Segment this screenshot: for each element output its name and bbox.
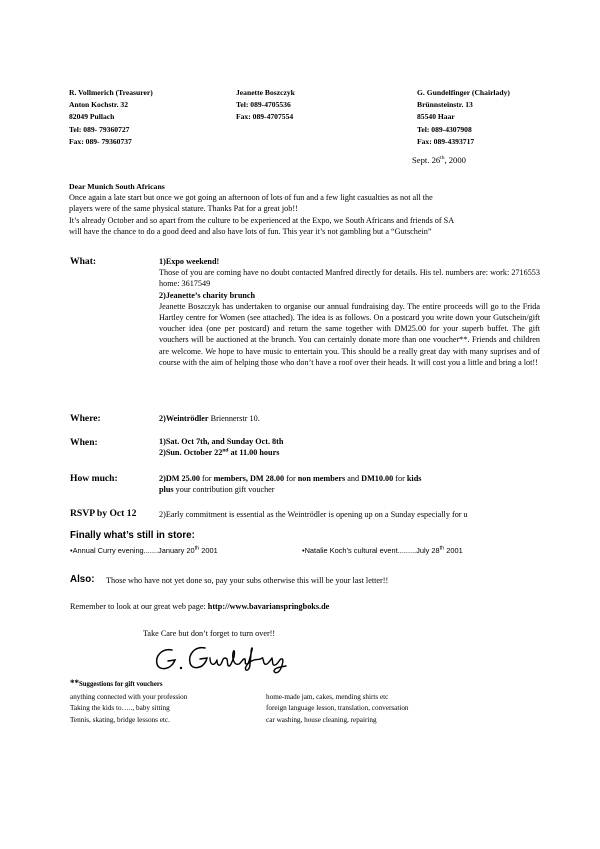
list-item: foreign language lesson, translation, conversation — [266, 704, 409, 713]
header-line: 82049 Pullach — [69, 112, 115, 122]
when-label: When: — [70, 437, 98, 448]
web-line: Remember to look at our great web page: http://www.bavarianspringboks.de — [70, 602, 330, 611]
when-value: 1)Sat. Oct 7th, and Sunday Oct. 8th 2)Sun. October 22nd at 11.00 hours — [159, 437, 284, 458]
also-text: Those who have not yet done so, pay your subs otherwise this will be your last letter!! — [106, 576, 389, 585]
list-item: Taking the kids to….., baby sitting — [70, 704, 170, 713]
store-heading: Finally what’s still in store: — [70, 530, 195, 541]
header-line: Brünnsteinstr. 13 — [417, 100, 473, 110]
header-line: Anton Kochstr. 32 — [69, 100, 128, 110]
where-label: Where: — [70, 413, 101, 424]
header-line: 85540 Haar — [417, 112, 455, 122]
where-value: 2)Weintrödler Briennerstr 10. — [159, 414, 260, 423]
what-label: What: — [70, 256, 97, 267]
store-item-cultural: •Natalie Koch’s cultural event.........July 28th 2001 — [302, 545, 463, 555]
brunch-title: 2)Jeanette’s charity brunch — [159, 290, 256, 300]
jeanette-contact-block — [236, 87, 295, 124]
header-line: Fax: 089-4393717 — [417, 136, 475, 146]
suggestions-right-list — [266, 692, 409, 726]
closing-line: Take Care but don’t forget to turn over!! — [143, 629, 276, 638]
how-much-value: 2)DM 25.00 for members, DM 28.00 for non members and DM10.00 for kids plus your contribution gift voucher — [159, 474, 422, 495]
header-line: G. Gundelfinger (Chairlady) — [417, 88, 510, 97]
expo-text: Those of you are coming have no doubt contacted Manfred directly for details. His tel. numbers are: work: 2716553 home: 3617549 — [159, 268, 540, 289]
header-line: Jeanette Boszczyk — [236, 88, 295, 97]
brunch-text: Jeanette Boszczyk has undertaken to organise our annual fundraising day. The entire proceeds will go to the Frida Hartley centre for Women (see attached). The idea is as follows. On a postcard you write down your Gutschein/gift voucher idea (one per postcard) and return the same together with DM25.00 for your superb buffet. The gift vouchers will be auctioned at the brunch. You can certainly donate more than one voucher**. Friends and children are welcome. We hope to have music to entertain you. This should be a really great day with many suprises and of course with the aim of helping those who don’t have a roof over their heads. It will cost you a little and bring a lot!! — [159, 301, 540, 367]
salutation: Dear Munich South Africans — [69, 182, 165, 191]
list-item: anything connected with your profession — [70, 693, 188, 701]
list-item: car washing, house cleaning, repairing — [266, 715, 377, 724]
header-line: Fax: 089-4707554 — [236, 112, 294, 122]
header-line: Tel: 089- 79360727 — [69, 124, 130, 134]
store-item-curry: •Annual Curry evening.......January 20th 2001 — [70, 545, 218, 555]
header-line: Tel: 089-4705536 — [236, 100, 291, 110]
also-label: Also: — [70, 574, 95, 585]
header-line: Fax: 089- 79360737 — [69, 136, 132, 146]
suggestions-title: **Suggestions for gift vouchers — [70, 678, 163, 688]
intro-line: Once again a late start but once we got going an afternoon of lots of fun and a few light casualties as not all the — [69, 193, 433, 203]
expo-title: 1)Expo weekend! — [159, 257, 220, 266]
how-much-label: How much: — [70, 473, 118, 484]
list-item: Tennis, skating, bridge lessons etc. — [70, 715, 170, 724]
letter-date: Sept. 26th, 2000 — [412, 155, 466, 165]
signature — [150, 640, 310, 676]
treasurer-address-block — [69, 87, 153, 148]
website-link[interactable]: http://www.bavarianspringboks.de — [207, 602, 330, 611]
suggestions-left-list — [70, 692, 187, 726]
rsvp-text: 2)Early commitment is essential as the Weintrödler is opening up on a Sunday especially for u — [159, 510, 468, 519]
what-section — [159, 256, 540, 368]
intro-line: players were of the same physical stature. Thanks Pat for a great job!! — [69, 204, 298, 214]
rsvp-label: RSVP by Oct 12 — [70, 508, 137, 519]
intro-line: It’s already October and so apart from the culture to be experienced at the Expo, we South Africans and friends of SA — [69, 215, 455, 225]
chairlady-address-block — [417, 87, 510, 148]
list-item: home-made jam, cakes, mending shirts etc — [266, 693, 389, 701]
header-line: Tel: 089-4307908 — [417, 124, 472, 134]
intro-line: will have the chance to do a good deed and also have lots of fun. This year it’s not gambling but a “Gutschein” — [69, 226, 432, 236]
intro-paragraph — [69, 181, 539, 237]
header-line: R. Vollmerich (Treasurer) — [69, 88, 153, 97]
